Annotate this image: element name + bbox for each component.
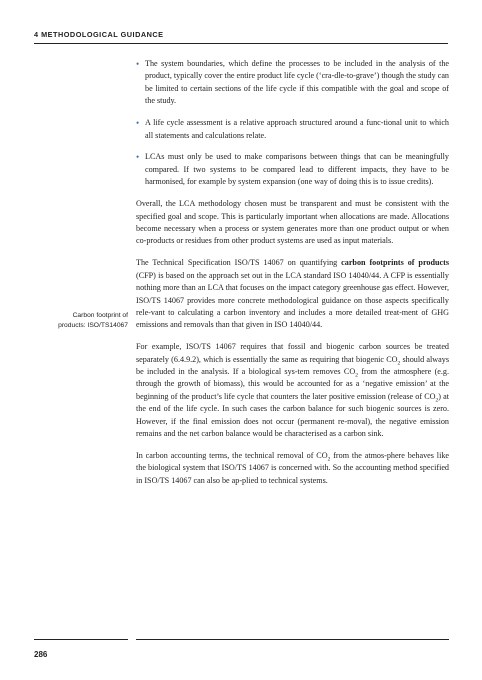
list-item-text: The system boundaries, which define the processes to be included in the analysis of the product, typically cover the entire product life cycle (‘cra-dle-to-grave’) though the study can be limited to certain sections of the life cycle if this compatible with the goal and scope of the study.: [145, 59, 449, 106]
text-run: The Technical Specification ISO/TS 14067 on quantifying: [136, 258, 342, 268]
list-item: [136, 117, 449, 142]
running-header: 4 METHODOLOGICAL GUIDANCE: [34, 30, 164, 39]
subscript: 2: [397, 360, 401, 367]
margin-note-line-2: products: ISO/TS14067: [58, 322, 128, 329]
footer-rule: [34, 639, 128, 640]
body-text: [136, 58, 449, 497]
bullet-list: [136, 58, 449, 189]
list-item-text: LCAs must only be used to make comparisons between things that can be meaningfully compared. If two systems to be compared lead to different impacts, they have to be harmonised, for example by system expansion (one way of doing this is to issue credits).: [145, 152, 449, 187]
margin-note: [34, 311, 128, 331]
bullet-icon: •: [136, 118, 140, 129]
text-run: from the atmos-phere behaves like the biological system that ISO/TS 14067 is concerned with. So the accounting method specified in ISO/TS 14067 can also be ap-plied to technical systems.: [136, 450, 449, 485]
subscript: 2: [327, 456, 331, 463]
bold-term: carbon footprints of products: [341, 258, 449, 268]
page-number: 286: [34, 650, 48, 659]
bullet-icon: •: [136, 152, 140, 163]
paragraph-overall: Overall, the LCA methodology chosen must be transparent and must be consistent with the specified goal and scope. This is particularly important when allocations are made. Allocations become necessary when a process or system generates more than one product output or when co-products or residues from other product systems are used as input materials.: [136, 199, 449, 246]
bullet-icon: •: [136, 59, 140, 69]
text-run: should always be included in the analysis. If a biological sys-tem removes CO: [136, 354, 449, 377]
paragraph-iso-ts-14067: [136, 257, 449, 331]
list-item: [136, 151, 449, 188]
list-item-text: A life cycle assessment is a relative approach structured around a func-tional unit to which all statements and calculations relate.: [145, 118, 449, 140]
paragraph-example: [136, 341, 449, 440]
text-run: ) at the end of the life cycle. In such cases the carbon balance for such biogenic sources is zero. However, if the final emission does not occur (permanent re-moval), the negative emission remains and the net carbon balance would be characterised as a carbon sink.: [136, 391, 450, 439]
header-rule: [34, 43, 448, 44]
text-run: In carbon accounting terms, the technical removal of CO: [136, 450, 328, 460]
subscript: 2: [435, 397, 439, 404]
text-run: For example, ISO/TS 14067 requires that fossil and biogenic carbon sources be treated separately (6.4.9.2), which is essentially the same as requiring that biogenic CO: [136, 342, 449, 364]
paragraph-carbon-accounting: [136, 450, 449, 487]
list-item: [136, 58, 449, 108]
text-run: (CFP) is based on the approach set out in the LCA standard ISO 14040/44. A CFP is essentially nothing more than an LCA that focuses on the impact category greenhouse gas effect. However, ISO/TS 14067 provides more concrete methodological guidance on those aspects specifically rele-vant to calculating a carbon inventory and includes a more detailed treat-ment of GHG emissions and removals than that given in ISO 14040/44.: [136, 270, 449, 330]
margin-note-line-1: Carbon footprint of: [72, 312, 128, 319]
footer-rule: [136, 639, 449, 640]
subscript: 2: [355, 372, 358, 379]
text-run: from the atmosphere (e.g. through the growth of biomass), this would be accounted for as a ‘negative emission’ at the beginning of the product’s life cycle that counters the later positive emission (release of CO: [136, 367, 450, 401]
